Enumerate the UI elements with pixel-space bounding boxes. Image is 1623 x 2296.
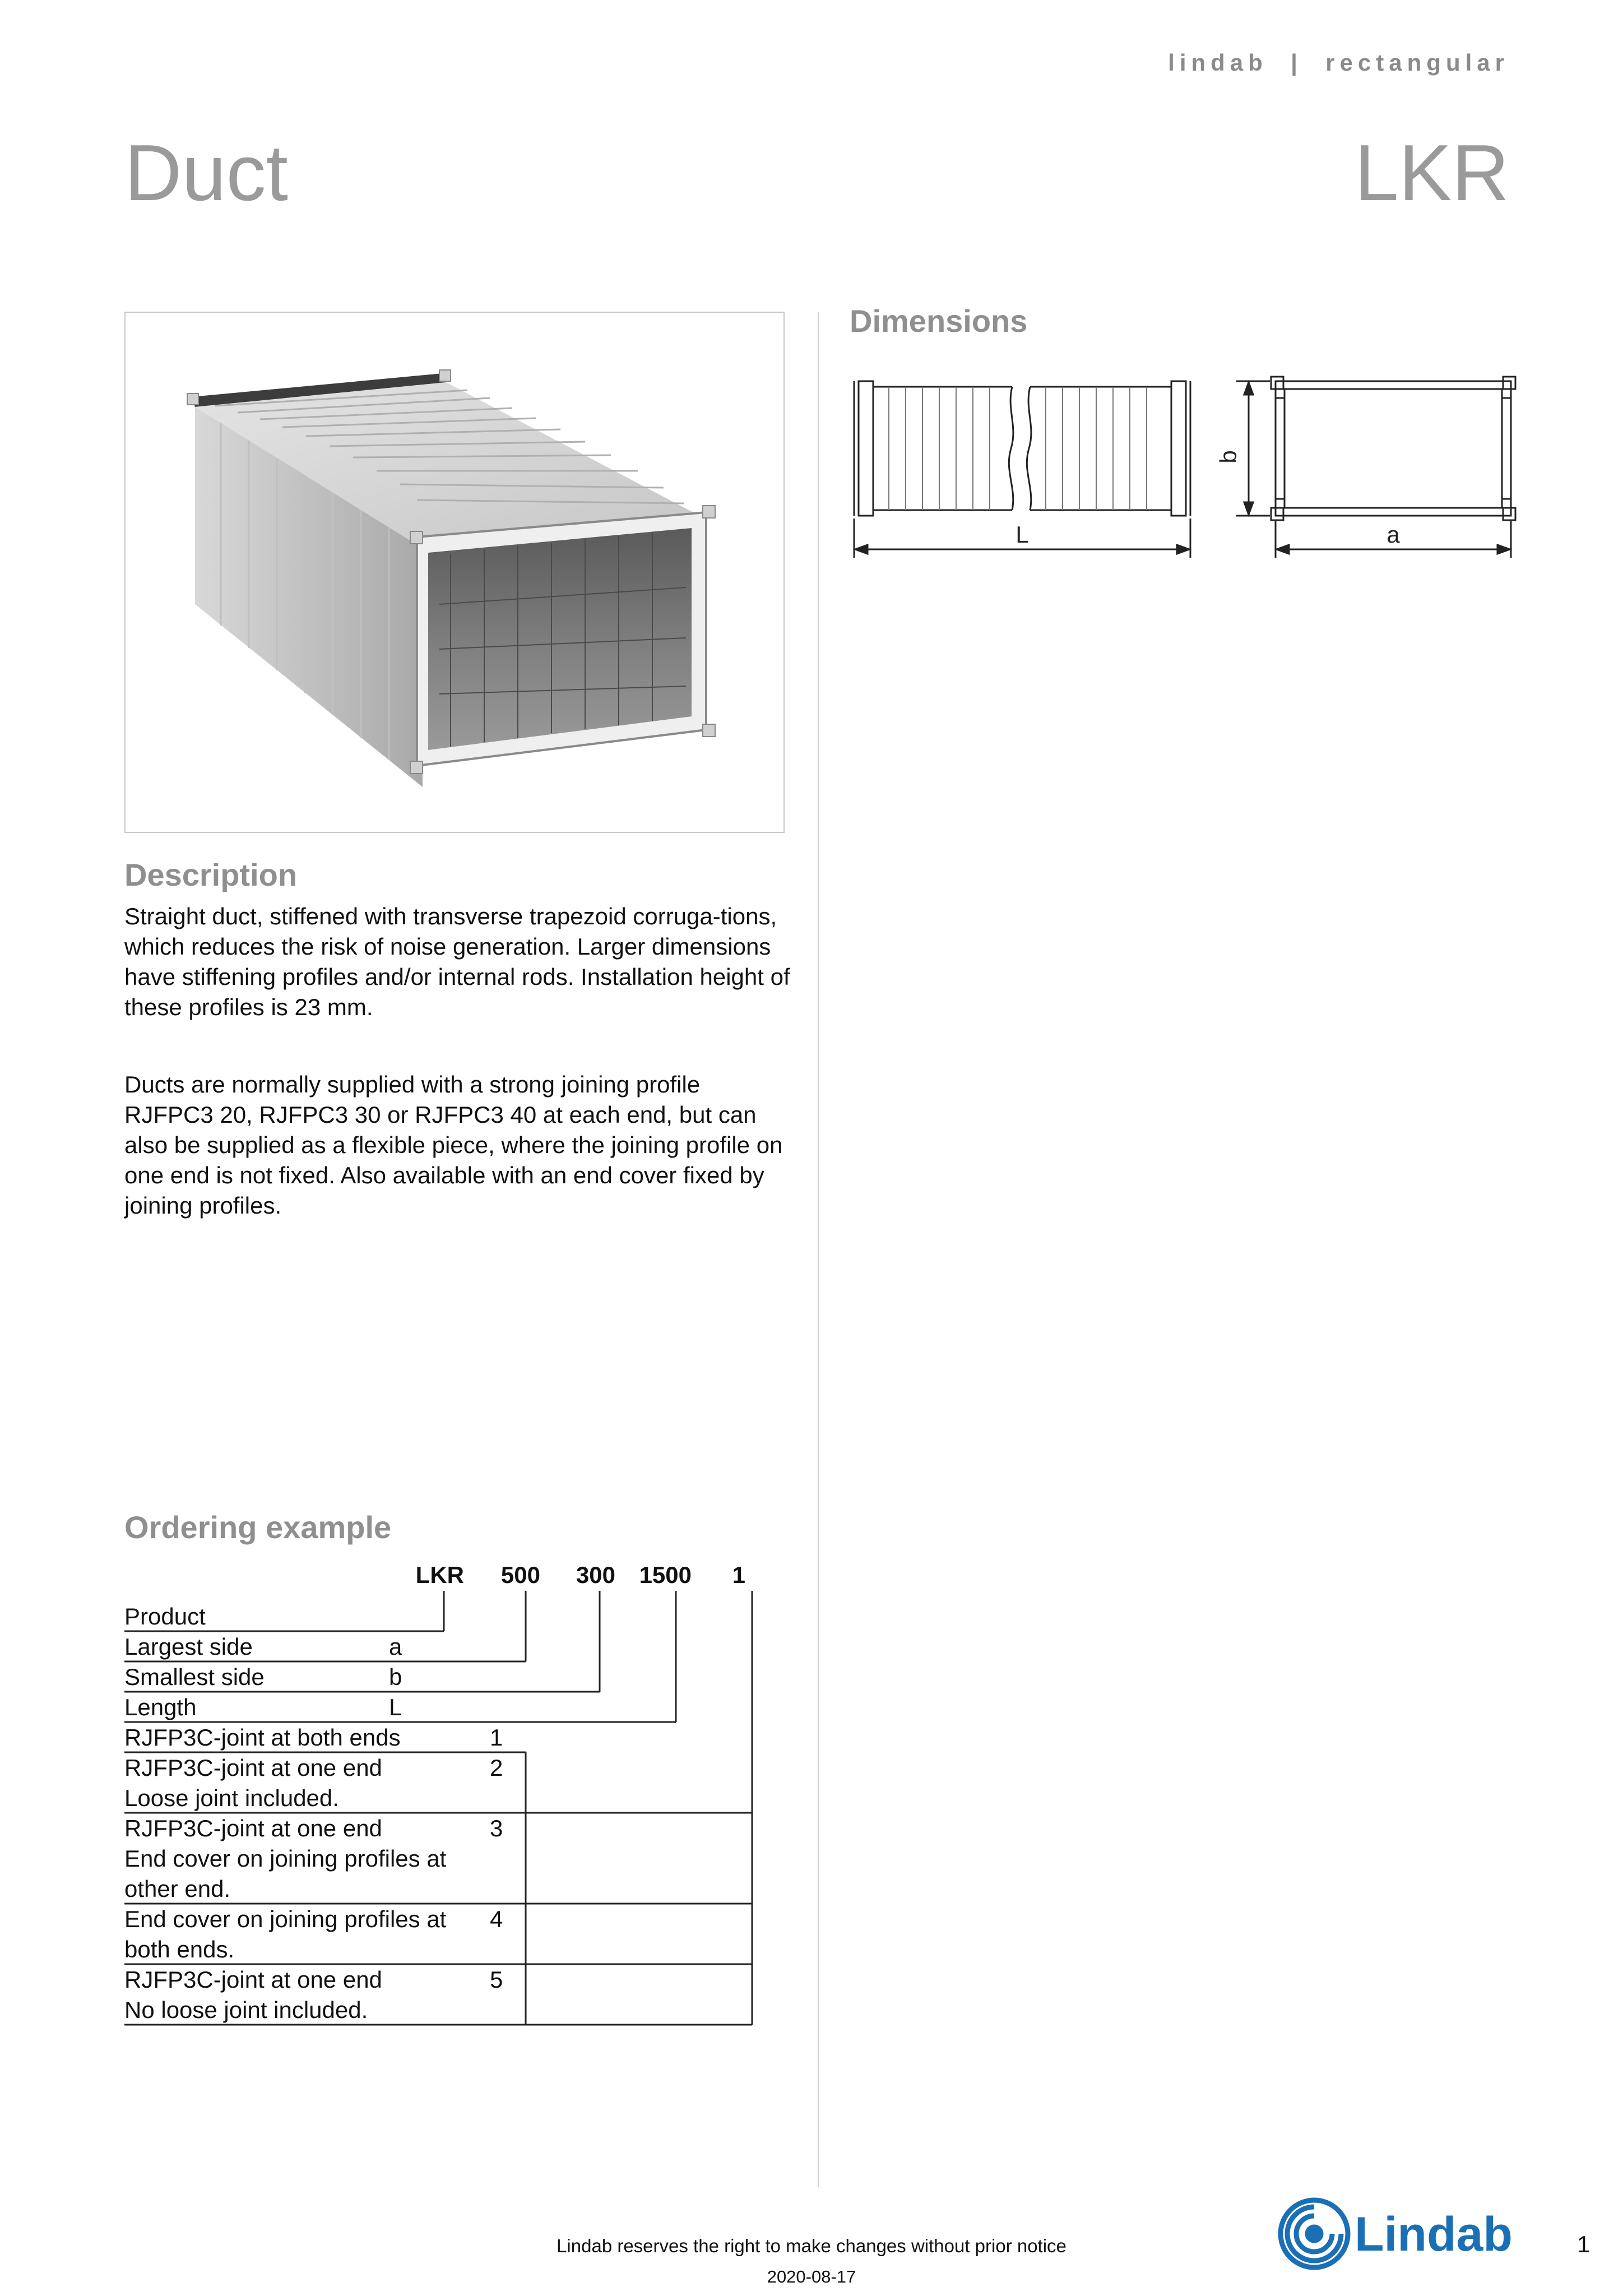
order-row-symbol-1: a <box>389 1633 402 1660</box>
column-divider <box>818 312 819 2187</box>
order-row-label-5: Loose joint included. <box>124 1785 339 1811</box>
page-title: Duct <box>124 128 288 217</box>
footer-note: Lindab reserves the right to make changes without prior notice <box>557 2235 1066 2256</box>
height-dimension-line <box>1236 381 1270 516</box>
order-row-symbol-2: b <box>389 1664 402 1690</box>
order-row-label-8: No loose joint included. <box>124 1997 368 2023</box>
duct-illustration <box>126 313 783 832</box>
order-row-label-3: Length <box>124 1694 197 1720</box>
end-view <box>1271 377 1515 520</box>
order-code-4: 1 <box>732 1562 745 1588</box>
order-row-symbol-5: 2 <box>490 1755 503 1781</box>
product-code-title: LKR <box>1354 128 1509 217</box>
order-row-symbol-7: 4 <box>490 1906 503 1932</box>
description-paragraph-2: Ducts are normally supplied with a strong joining profile RJFPC3 20, RJFPC3 30 or RJFPC3 40 at each end, but can also be supplied as a flexible piece, where the joining profile on one end is not fixed. Also available with an end cover fixed by joining profiles. <box>124 1071 783 1219</box>
order-row-label-7: End cover on joining profiles at <box>124 1906 447 1932</box>
side-view <box>854 381 1190 516</box>
description-paragraph-1: Straight duct, stiffened with transverse trapezoid corruga-tions, which reduces the risk of noise generation. Larger dimensions have stiffening profiles and/or internal rods. Installation height of these profiles is 23 mm. <box>124 903 790 1020</box>
brand-tag: lindab | rectangular <box>1168 49 1509 76</box>
ordering-heading: Ordering example <box>124 1510 392 1545</box>
order-row-symbol-8: 5 <box>490 1966 503 1993</box>
order-row-label-4: RJFP3C-joint at both ends <box>124 1724 401 1751</box>
order-row-symbol-6: 3 <box>490 1815 503 1841</box>
height-label: b <box>1215 450 1241 464</box>
order-row-label-0: Product <box>124 1603 206 1630</box>
order-row-label-5: RJFP3C-joint at one end <box>124 1755 382 1781</box>
order-code-2: 300 <box>576 1562 615 1588</box>
description-heading: Description <box>124 857 298 892</box>
order-code-3: 1500 <box>639 1562 692 1588</box>
product-photo <box>124 312 785 833</box>
dimension-drawing <box>850 364 1522 572</box>
width-label: a <box>1386 521 1400 548</box>
length-label: L <box>1015 521 1029 548</box>
dimensions-heading: Dimensions <box>850 303 1028 339</box>
order-row-label-1: Largest side <box>124 1633 253 1660</box>
footer-date: 2020-08-17 <box>767 2267 856 2286</box>
order-row-label-2: Smallest side <box>124 1664 265 1690</box>
order-code-1: 500 <box>500 1562 540 1588</box>
order-code-0: LKR <box>415 1562 464 1588</box>
order-row-label-6: End cover on joining profiles at <box>124 1845 447 1872</box>
lindab-logo <box>1275 2195 1527 2273</box>
page-number: 1 <box>1577 2231 1590 2257</box>
order-row-label-7: both ends. <box>124 1936 235 1962</box>
lindab-logo-mark-icon <box>1281 2200 1348 2267</box>
order-row-label-6: RJFP3C-joint at one end <box>124 1815 382 1841</box>
order-row-label-8: RJFP3C-joint at one end <box>124 1966 382 1993</box>
order-row-symbol-4: 1 <box>490 1724 503 1751</box>
order-row-symbol-3: L <box>389 1694 402 1720</box>
order-row-label-6: other end. <box>124 1876 231 1902</box>
lindab-logo-text: Lindab <box>1355 2207 1513 2261</box>
ordering-example-table <box>124 1558 769 2052</box>
corrugation-lines <box>889 387 1147 510</box>
